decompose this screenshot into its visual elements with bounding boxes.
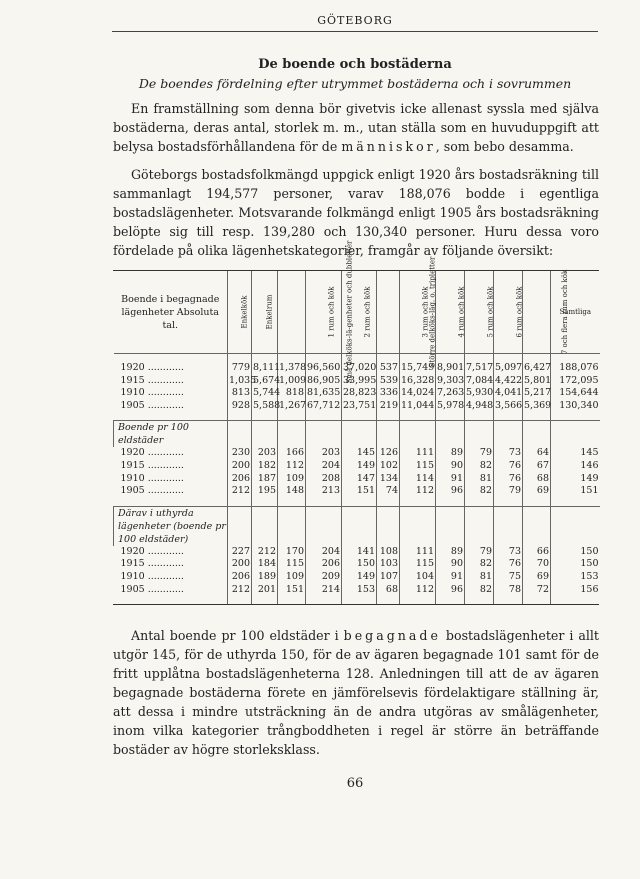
table-cell: 73 — [494, 447, 523, 460]
table-cell: 150 — [551, 558, 600, 571]
table-cell: 96 — [436, 584, 465, 597]
table-cell: 219 — [377, 400, 400, 413]
table-header-row — [114, 271, 600, 354]
table-cell: 172,095 — [551, 375, 600, 388]
table-cell: 3,566 — [495, 399, 523, 411]
section-subtitle: De boendes fördelning efter utrymmet bostäderna och i sovrummen — [138, 76, 572, 91]
page-number: 66 — [346, 776, 364, 791]
table-cell: 208 — [306, 473, 342, 486]
column-header-label: 4 rum och kök — [457, 286, 466, 338]
table-cell: 166 — [278, 447, 306, 460]
table-cell: 82 — [465, 584, 494, 597]
table-cell: 5,369 — [524, 399, 552, 411]
column-header-label: Större delköks-läg. o. tripletter — [428, 256, 437, 368]
table-cell: 109 — [278, 473, 306, 486]
table-cell: 151 — [278, 584, 306, 597]
table-cell: 201 — [252, 584, 278, 597]
section-label-row — [114, 421, 600, 448]
table-cell: 189 — [252, 571, 278, 584]
table-cell: 115 — [400, 558, 436, 571]
table-cell: 112 — [278, 460, 306, 473]
table-cell: 67 — [523, 460, 551, 473]
table-cell: 81,635 — [307, 387, 341, 399]
table-cell: 206 — [228, 571, 252, 584]
table-cell: 69 — [523, 571, 551, 584]
column-header-label: Små delköks-lä-genheter och dubbletter — [345, 240, 354, 384]
column-header-label: Samtliga — [559, 308, 592, 316]
table-cell: 75 — [494, 571, 523, 584]
column-header-label: Enkelkök — [240, 295, 249, 329]
paragraph-analysis: Antal boende pr 100 eldstäder i begagnade bostadslägenheter i allt utgör 145, för de uthyrda 150, för de av ägaren begagnade 101 samt för de fritt upplåtna bostadslägenheterna 128. Anledningen till att de av ägaren begagnade bostäderna förete en jämförelsevis fördelaktigare ställning är, att dessa i mindre utsträckning än de andra utgöras av smålägenheter, inom vilka kategorier trångboddheten i regel är större än beträffande bostäder av högre storleksklass. — [113, 628, 599, 757]
table-cell: 70 — [523, 558, 551, 571]
column-header-label: 5 rum och kök — [486, 286, 495, 338]
header-rule — [112, 31, 598, 32]
table-cell: 111 — [400, 447, 436, 460]
table-cell: 89 — [436, 447, 465, 460]
table-cell: 108 — [377, 546, 400, 559]
column-header-label: 2 rum och kök — [363, 286, 372, 338]
table-cell: 149 — [551, 473, 600, 486]
table-cell: 7,263 — [437, 387, 465, 399]
table-cell: 130,340 — [551, 400, 600, 413]
table-cell: 200 — [228, 460, 252, 473]
table-cell: 14,024 — [401, 387, 435, 399]
table-cell: 67,712 — [307, 399, 341, 411]
table-cell: 156 — [551, 584, 600, 597]
row-year: 1905 ............ — [120, 399, 184, 411]
table-cell: 37,020 — [343, 362, 377, 373]
row-year: 1905 ............ — [120, 583, 184, 595]
table-cell: 4,948 — [466, 399, 494, 411]
table-cell: 96 — [436, 485, 465, 498]
row-year: 1905 ............ — [120, 485, 184, 497]
table-cell: 81 — [465, 473, 494, 486]
row-year: 1920 ............ — [120, 362, 184, 373]
table-cell: 89 — [436, 546, 465, 559]
table-cell: 150 — [551, 546, 600, 559]
table-cell: 9,303 — [437, 374, 465, 386]
table-cell: 115 — [400, 460, 436, 473]
table-cell: 79 — [494, 485, 523, 498]
table-cell: 5,930 — [466, 387, 494, 399]
table-cell: 104 — [400, 571, 436, 584]
running-head: GÖTEBORG — [317, 14, 393, 27]
table-cell: 5,588 — [253, 399, 281, 411]
dwelling-table — [113, 240, 599, 605]
table-cell: 82 — [465, 460, 494, 473]
table-row — [114, 400, 600, 413]
table-cell: 111 — [400, 546, 436, 559]
table-cell: 204 — [306, 546, 342, 559]
table-cell: 1,378 — [279, 362, 307, 373]
column-header — [306, 271, 342, 354]
table-cell: 134 — [377, 473, 400, 486]
table-row — [114, 375, 600, 388]
table-cell: 11,044 — [401, 399, 435, 411]
table-cell: 153 — [342, 584, 377, 597]
table-cell: 5,801 — [524, 374, 552, 386]
column-header-label: 3 rum och kök — [421, 286, 430, 338]
table-cell: 68 — [377, 584, 400, 597]
table-cell: 779 — [228, 362, 252, 375]
row-year: 1915 ............ — [120, 558, 184, 570]
table-cell: 200 — [228, 558, 252, 571]
table-cell: 7,084 — [466, 374, 494, 386]
column-header — [465, 271, 494, 354]
column-header-label: Enkelrum — [265, 294, 274, 330]
table-cell: 91 — [436, 473, 465, 486]
table-cell: 146 — [551, 460, 600, 473]
table-cell: 188,076 — [551, 362, 600, 375]
table-cell: 149 — [342, 571, 377, 584]
table-cell: 204 — [306, 460, 342, 473]
table-cell: 33,995 — [343, 374, 377, 386]
table-cell: 4,041 — [495, 387, 523, 399]
row-year: 1920 ............ — [120, 545, 184, 557]
row-year: 1910 ............ — [120, 472, 184, 484]
table-cell: 28,823 — [343, 387, 377, 399]
table-cell: 230 — [228, 447, 252, 460]
table-cell: 64 — [523, 447, 551, 460]
table-cell: 149 — [342, 460, 377, 473]
table-cell: 209 — [306, 571, 342, 584]
table-cell: 187 — [252, 473, 278, 486]
table-cell: 23,751 — [343, 399, 377, 411]
table-cell: 148 — [278, 485, 306, 498]
table-cell: 5,744 — [253, 387, 281, 399]
table-row — [114, 558, 600, 571]
table-cell: 76 — [494, 558, 523, 571]
table-cell: 537 — [377, 362, 400, 375]
table-cell: 68 — [523, 473, 551, 486]
table-cell: 112 — [400, 584, 436, 597]
table-cell: 212 — [228, 485, 252, 498]
table-cell: 114 — [400, 473, 436, 486]
table-cell: 154,644 — [551, 387, 600, 400]
table-cell: 813 — [228, 387, 252, 400]
column-header — [494, 271, 523, 354]
spacer-row — [114, 498, 600, 507]
table-cell: 170 — [278, 546, 306, 559]
section-label: Boende pr 100 eldstäder — [114, 421, 228, 448]
table-cell: 206 — [228, 473, 252, 486]
table-cell: 184 — [252, 558, 278, 571]
table-row — [114, 546, 600, 559]
table-cell: 109 — [278, 571, 306, 584]
table-row — [114, 387, 600, 400]
table-cell: 91 — [436, 571, 465, 584]
section-title: De boende och bostäderna — [258, 57, 452, 72]
table-cell: 81 — [465, 571, 494, 584]
table-cell: 74 — [377, 485, 400, 498]
table-cell: 8,901 — [437, 362, 465, 373]
row-year: 1910 ............ — [120, 570, 184, 582]
table-cell: 69 — [523, 485, 551, 498]
row-year: 1915 ............ — [120, 459, 184, 471]
table-cell: 182 — [252, 460, 278, 473]
table-cell: 145 — [342, 447, 377, 460]
section-label: Därav i uthyrda lägenheter (boende pr 100 eldstäder) — [114, 506, 228, 546]
column-header-label: 7 och flera rum och kök — [561, 269, 570, 355]
table-cell: 4,422 — [495, 374, 523, 386]
column-header — [436, 271, 465, 354]
spacer-row — [114, 412, 600, 421]
table-cell: 102 — [377, 460, 400, 473]
table-cell: 7,517 — [466, 362, 494, 373]
section-label-row — [114, 506, 600, 546]
table-cell: 151 — [342, 485, 377, 498]
stub-header: Boende i begagnade lägenheter Absoluta tal. — [114, 271, 228, 354]
table-cell: 16,328 — [401, 374, 435, 386]
paragraph-population: Göteborgs bostadsfolkmängd uppgick enligt 1920 års bostadsräkning till sammanlagt 194,577 personer, varav 188,076 bodde i egentliga bostadslägenheter. Motsvarande folkmängd enligt 1905 års bostadsräkning belöpte sig till resp. 139,280 och 130,340 personer. Huru dessa voro fördelade på olika lägenhetskategorier, framgår av följande översikt: — [113, 167, 599, 258]
table-cell: 107 — [377, 571, 400, 584]
table-row — [114, 460, 600, 473]
table-cell: 212 — [228, 584, 252, 597]
table-cell: 539 — [377, 375, 400, 388]
table-cell: 66 — [523, 546, 551, 559]
column-header — [228, 271, 252, 354]
table-cell: 818 — [278, 387, 306, 400]
table-cell: 5,217 — [524, 387, 552, 399]
table-cell: 214 — [306, 584, 342, 597]
table-cell: 1,009 — [279, 374, 307, 386]
table-cell: 126 — [377, 447, 400, 460]
table-cell: 1,267 — [279, 399, 307, 411]
table-cell: 5,978 — [437, 399, 465, 411]
column-header-label: 1 rum och kök — [327, 286, 336, 338]
table-cell: 82 — [465, 558, 494, 571]
table-cell: 141 — [342, 546, 377, 559]
table-cell: 213 — [306, 485, 342, 498]
table-cell: 72 — [523, 584, 551, 597]
table-row — [114, 362, 600, 375]
table-cell: 90 — [436, 558, 465, 571]
table-cell: 336 — [377, 387, 400, 400]
table-cell: 928 — [228, 400, 252, 413]
table-cell: 86,905 — [307, 374, 341, 386]
table-cell: 90 — [436, 460, 465, 473]
table-cell: 6,427 — [524, 362, 552, 373]
table-cell: 112 — [400, 485, 436, 498]
table-cell: 147 — [342, 473, 377, 486]
table-row — [114, 447, 600, 460]
table-cell: 79 — [465, 447, 494, 460]
table-cell: 5,674 — [253, 374, 281, 386]
paragraph-intro: En framställning som denna bör givetvis icke allenast syssla med själva bostäderna, deras antal, storlek m. m., utan ställa som en huvuduppgift att belysa bostadsförhållandena för de människor, som bebo desamma. — [113, 101, 599, 154]
row-year: 1910 ............ — [120, 387, 184, 399]
table-cell: 5,097 — [495, 362, 523, 373]
table-cell: 153 — [551, 571, 600, 584]
table-cell: 78 — [494, 584, 523, 597]
spacer-row — [114, 354, 600, 363]
table-cell: 195 — [252, 485, 278, 498]
column-header — [252, 271, 278, 354]
table-cell: 76 — [494, 473, 523, 486]
table-body — [114, 354, 600, 605]
row-year: 1920 ............ — [120, 447, 184, 459]
table-cell: 82 — [465, 485, 494, 498]
table-cell: 8,111 — [253, 362, 281, 373]
table-row — [114, 584, 600, 597]
table-cell: 203 — [252, 447, 278, 460]
table-cell: 76 — [494, 460, 523, 473]
table-row — [114, 473, 600, 486]
table-cell: 203 — [306, 447, 342, 460]
column-header — [551, 271, 600, 354]
column-header — [523, 269, 570, 355]
table-cell: 227 — [228, 546, 252, 559]
table-cell: 212 — [252, 546, 278, 559]
column-header-label: 6 rum och kök — [515, 286, 524, 338]
table-cell: 103 — [377, 558, 400, 571]
table-cell: 151 — [551, 485, 600, 498]
table-cell: 96,560 — [307, 362, 341, 373]
table-cell: 145 — [551, 447, 600, 460]
spacer-row — [114, 596, 600, 604]
table-cell: 150 — [342, 558, 377, 571]
table-row — [114, 485, 600, 498]
table-cell: 115 — [278, 558, 306, 571]
table-row — [114, 571, 600, 584]
table-cell: 73 — [494, 546, 523, 559]
row-year: 1915 ............ — [120, 374, 184, 386]
table-cell: 15,749 — [401, 362, 435, 373]
table-cell: 1,035 — [229, 374, 257, 386]
table-cell: 206 — [306, 558, 342, 571]
table-cell: 79 — [465, 546, 494, 559]
